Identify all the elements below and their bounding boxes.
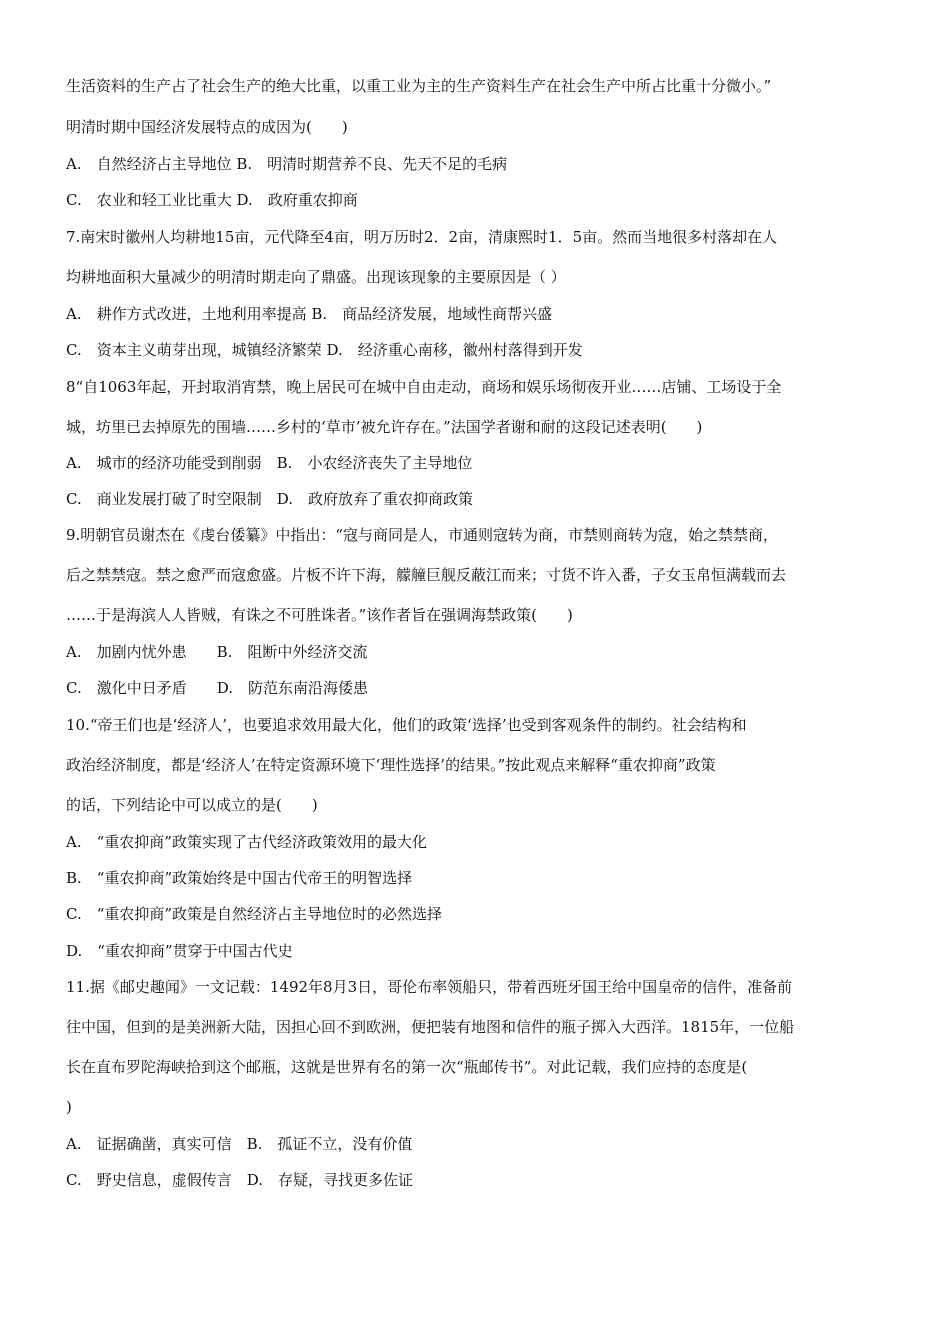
option-10-d: D. “重农抑商”贯穿于中国古代史 bbox=[66, 942, 293, 960]
question-7-line-2: 均耕地面积大量减少的明清时期走向了鼎盛。出现该现象的主要原因是（ ） bbox=[66, 268, 566, 286]
question-8-line-2: 城，坊里已去掉原先的围墙……乡村的‘草市’被允许存在。”法国学者谢和耐的这段记述表明( ) bbox=[66, 418, 703, 436]
options-9-cd: C. 激化中日矛盾 D. 防范东南沿海倭患 bbox=[66, 679, 368, 697]
question-10-line-2: 政治经济制度，都是‘经济人’在特定资源环境下‘理性选择’的结果。”按此观点来解释“重农抑商”政策 bbox=[66, 756, 716, 774]
text-line-1: 生活资料的生产占了社会生产的绝大比重，以重工业为主的生产资料生产在社会生产中所占比重十分微小。” bbox=[66, 77, 772, 95]
question-11-line-3: 长在直布罗陀海峡拾到这个邮瓶，这就是世界有名的第一次“瓶邮传书”。对此记载，我们应持的态度是( bbox=[66, 1058, 748, 1076]
question-9-line-3: ……于是海滨人人皆贼，有诛之不可胜诛者。”该作者旨在强调海禁政策( ) bbox=[66, 606, 573, 624]
options-6-cd: C. 农业和轻工业比重大 D. 政府重农抑商 bbox=[66, 191, 358, 209]
question-11-line-2: 往中国，但到的是美洲新大陆，因担心回不到欧洲，便把装有地图和信件的瓶子掷入大西洋。1815年，一位船 bbox=[66, 1018, 795, 1036]
option-10-c: C. “重农抑商”政策是自然经济占主导地位时的必然选择 bbox=[66, 905, 443, 923]
question-9-line-1: 9.明朝官员谢杰在《虔台倭纂》中指出：“寇与商同是人，市通则寇转为商，市禁则商转为寇，始之禁禁商， bbox=[66, 526, 778, 544]
option-10-a: A. “重农抑商”政策实现了古代经济政策效用的最大化 bbox=[66, 833, 427, 851]
question-6-stem: 明清时期中国经济发展特点的成因为( ) bbox=[66, 118, 348, 136]
options-8-ab: A. 城市的经济功能受到削弱 B. 小农经济丧失了主导地位 bbox=[66, 454, 473, 472]
options-11-ab: A. 证据确凿，真实可信 B. 孤证不立，没有价值 bbox=[66, 1135, 413, 1153]
question-7-line-1: 7.南宋时徽州人均耕地15亩，元代降至4亩，明万历时2．2亩，清康熙时1．5亩。然而当地很多村落却在人 bbox=[66, 228, 778, 246]
options-8-cd: C. 商业发展打破了时空限制 D. 政府放弃了重农抑商政策 bbox=[66, 490, 473, 508]
options-7-ab: A. 耕作方式改进，土地利用率提高 B. 商品经济发展，地域性商帮兴盛 bbox=[66, 305, 553, 323]
options-9-ab: A. 加剧内忧外患 B. 阻断中外经济交流 bbox=[66, 643, 368, 661]
option-10-b: B. “重农抑商”政策始终是中国古代帝王的明智选择 bbox=[66, 869, 413, 887]
options-11-cd: C. 野史信息，虚假传言 D. 存疑，寻找更多佐证 bbox=[66, 1171, 413, 1189]
options-7-cd: C. 资本主义萌芽出现，城镇经济繁荣 D. 经济重心南移，徽州村落得到开发 bbox=[66, 341, 583, 359]
question-9-line-2: 后之禁禁寇。禁之愈严而寇愈盛。片板不许下海，艨艟巨舰反蔽江而来；寸货不许入番，子女玉帛恒满载而去 bbox=[66, 566, 787, 584]
question-8-line-1: 8“自1063年起，开封取消宵禁，晚上居民可在城中自由走动，商场和娱乐场彻夜开业……店铺、工场设于全 bbox=[66, 378, 782, 396]
options-6-ab: A. 自然经济占主导地位 B. 明清时期营养不良、先天不足的毛病 bbox=[66, 155, 508, 173]
question-10-line-1: 10.“帝王们也是‘经济人’，也要追求效用最大化，他们的政策‘选择’也受到客观条件的制约。社会结构和 bbox=[66, 716, 747, 734]
question-11-line-1: 11.据《邮史趣闻》一文记载：1492年8月3日，哥伦布率领船只，带着西班牙国王给中国皇帝的信件，准备前 bbox=[66, 978, 793, 996]
question-10-line-3: 的话，下列结论中可以成立的是( ) bbox=[66, 796, 318, 814]
question-11-line-4: ) bbox=[66, 1098, 72, 1116]
